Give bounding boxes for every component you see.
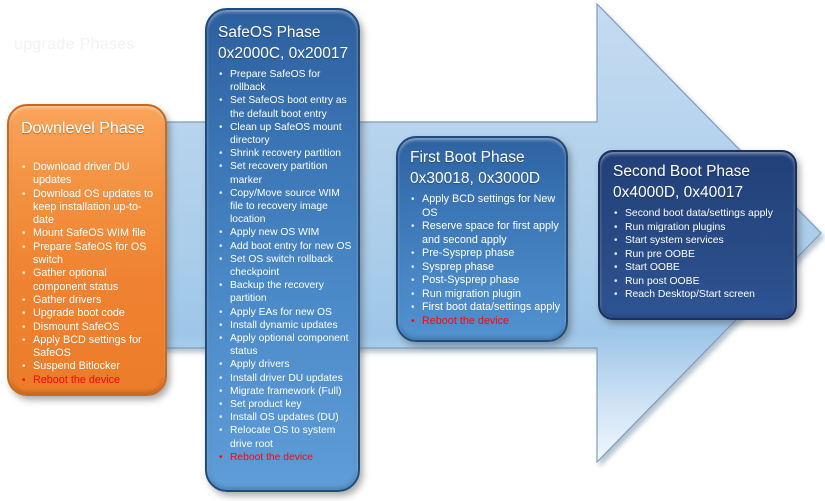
phase-task-item: • Mount SafeOS WIM file [21,227,161,240]
phase-task-item: • Relocate OS to system drive root [218,424,355,450]
phase-task-item: • Install dynamic updates [218,319,355,332]
safeos-phase-box [205,8,360,492]
second-boot-phase-title: Second Boot Phase [613,163,751,180]
phase-task-item: • Run post OOBE [613,275,792,289]
phase-task-item: • Reserve space for first apply and second apply [410,220,563,247]
phase-task-item: • First boot data/settings apply [410,301,563,315]
phase-task-item: • Run migration plugin [410,288,563,302]
phase-task-item: • Reach Desktop/Start screen [613,288,792,302]
phase-task-item: • Download driver DU updates [21,161,161,188]
downlevel-phase-title: Downlevel Phase [21,120,145,137]
first-boot-phase-title: First Boot Phase [410,149,525,166]
phase-task-item: • Download OS updates to keep installation up-to-date [21,188,161,228]
phase-task-item: • Reboot the device [21,374,161,387]
phase-task-item: • Set SafeOS boot entry as the default boot entry [218,94,355,120]
phase-task-item: • Prepare SafeOS for OS switch [21,241,161,268]
phase-task-item: • Set recovery partition marker [218,160,355,186]
phase-task-item: • Clean up SafeOS mount directory [218,121,355,147]
phase-task-item: • Apply new OS WIM [218,226,355,239]
phase-task-item: • Shrink recovery partition [218,147,355,160]
phase-task-item: • Install OS updates (DU) [218,411,355,424]
phase-task-item: • Pre-Sysprep phase [410,247,563,261]
phase-task-item: • Start system services [613,234,792,248]
phase-task-item: • Apply BCD settings for New OS [410,193,563,220]
phase-task-item: • Sysprep phase [410,261,563,275]
phase-task-item: • Upgrade boot code [21,307,161,320]
phase-task-item: • Gather optional component status [21,267,161,294]
phase-task-item: • Dismount SafeOS [21,321,161,334]
safeos-phase-task-list [218,68,355,464]
downlevel-phase-box [7,104,167,396]
phase-task-item: • Add boot entry for new OS [218,240,355,253]
second-boot-phase-code: 0x4000D, 0x40017 [613,184,744,201]
phase-task-item: • Start OOBE [613,261,792,275]
phase-task-item: • Apply optional component status [218,332,355,358]
second-boot-phase-task-list [613,207,792,302]
safeos-phase-code: 0x2000C, 0x20017 [218,45,349,62]
phase-task-item: • Copy/Move source WIM file to recovery image location [218,187,355,227]
first-boot-phase-box [396,136,568,342]
phase-task-item: • Apply EAs for new OS [218,306,355,319]
downlevel-phase-task-list [21,161,161,387]
phase-task-item: • Backup the recovery partition [218,279,355,305]
phase-task-item: • Prepare SafeOS for rollback [218,68,355,94]
phase-task-item: • Run migration plugins [613,221,792,235]
page-title-watermark: upgrade Phases [14,36,135,53]
phase-task-item: • Apply BCD settings for SafeOS [21,334,161,361]
safeos-phase-title: SafeOS Phase [218,24,321,41]
phase-task-item: • Gather drivers [21,294,161,307]
phase-task-item: • Post-Sysprep phase [410,274,563,288]
phase-task-item: • Run pre OOBE [613,248,792,262]
second-boot-phase-box [598,150,797,320]
phase-task-item: • Migrate framework (Full) [218,385,355,398]
phase-task-item: • Set product key [218,398,355,411]
phase-task-item: • Second boot data/settings apply [613,207,792,221]
phase-task-item: • Apply drivers [218,358,355,371]
phase-task-item: • Reboot the device [218,451,355,464]
phase-task-item: • Suspend Bitlocker [21,360,161,373]
first-boot-phase-task-list [410,193,563,328]
phase-task-item: • Reboot the device [410,315,563,329]
first-boot-phase-code: 0x30018, 0x3000D [410,170,541,187]
phase-task-item: • Install driver DU updates [218,372,355,385]
phase-task-item: • Set OS switch rollback checkpoint [218,253,355,279]
